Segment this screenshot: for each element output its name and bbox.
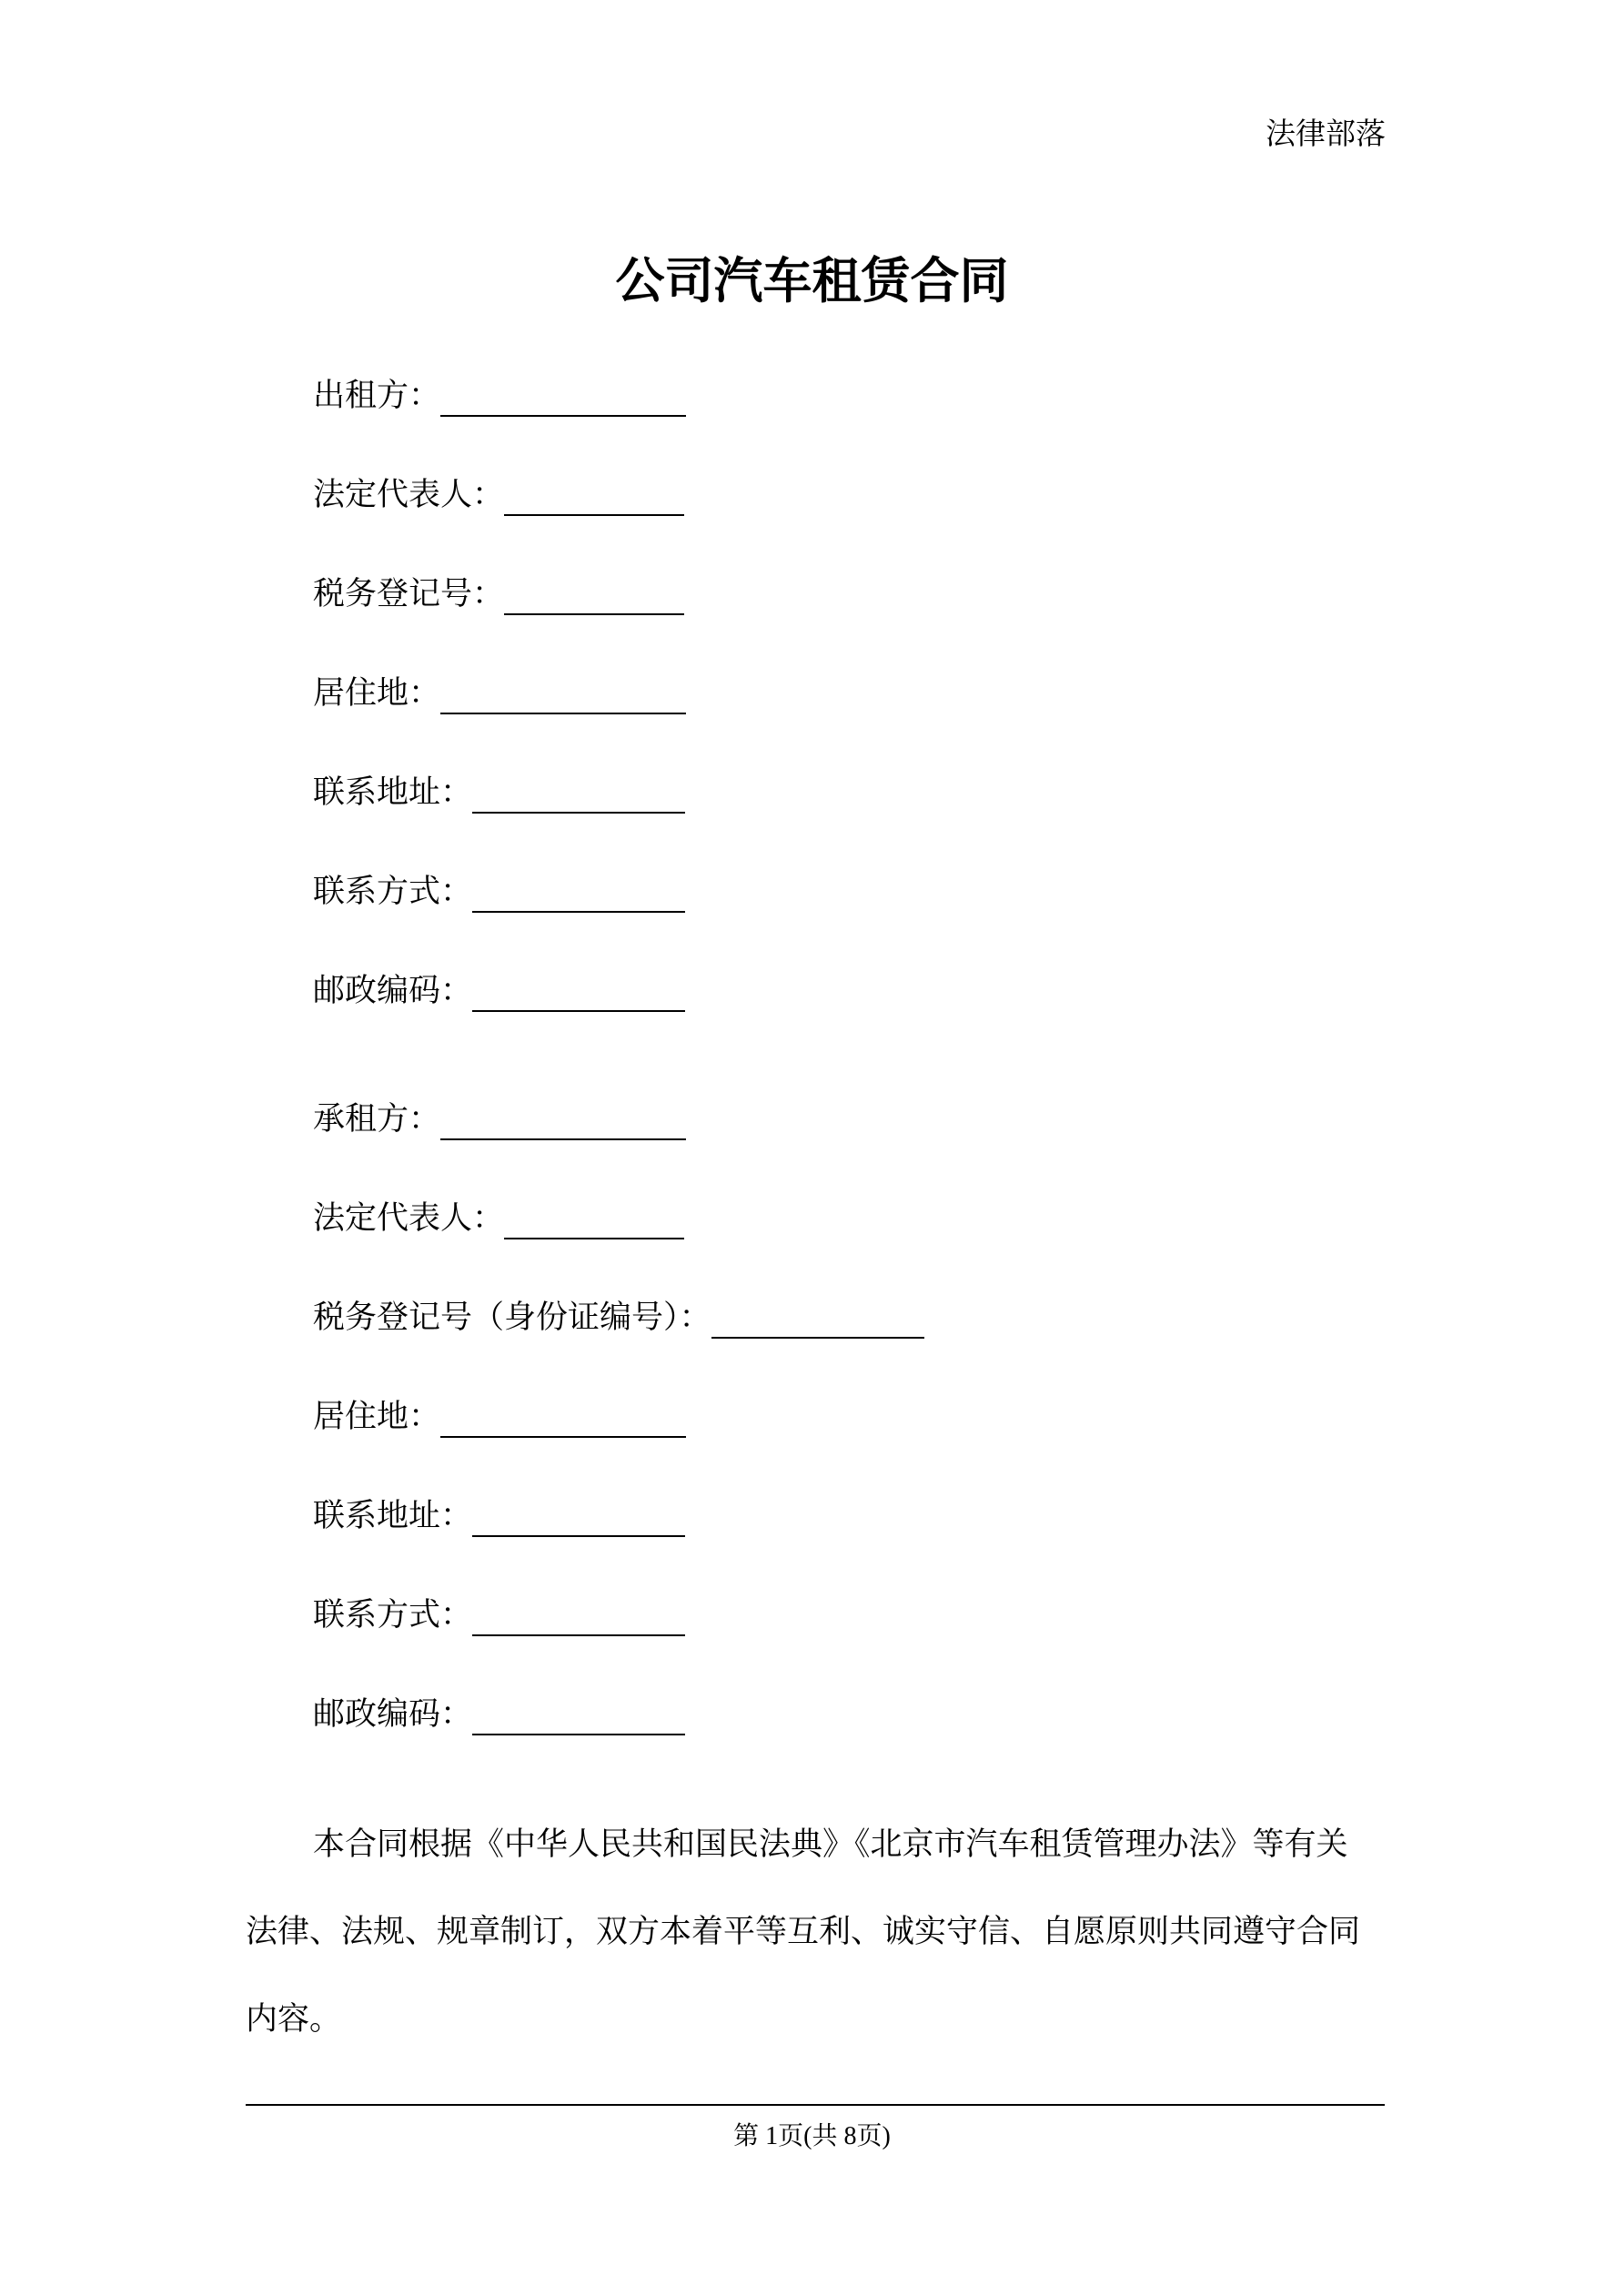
lessor-legal-rep-field [313,472,684,518]
lessor-address-label: 联系地址： [313,774,473,811]
lessee-contact-blank[interactable] [472,1603,685,1636]
lessor-postcode-field [313,968,685,1014]
lessor-party-blank[interactable] [440,384,686,417]
lessor-tax-no-label: 税务登记号： [313,576,505,612]
lessor-residence-blank[interactable] [440,682,686,714]
footer-divider [246,2104,1385,2106]
lessee-legal-rep-field [313,1196,684,1241]
header-brand: 法律部落 [1266,116,1386,151]
lessee-tax-no-field [313,1295,924,1340]
preamble-line-2: 法律、法规、规章制订，双方本着平等互利、诚实守信、自愿原则共同遵守合同 [246,1914,1361,1950]
lessee-residence-field [313,1394,686,1440]
preamble-line-3: 内容。 [246,2001,342,2038]
lessor-postcode-blank[interactable] [472,979,685,1012]
lessor-party-label: 出租方： [313,378,441,414]
lessor-address-blank[interactable] [472,781,685,814]
lessee-address-label: 联系地址： [313,1498,473,1534]
lessee-party-field [313,1097,686,1142]
lessor-legal-rep-label: 法定代表人： [313,477,505,513]
lessor-residence-label: 居住地： [313,675,441,712]
lessee-tax-no-label: 税务登记号（身份证编号）： [313,1300,711,1336]
lessee-legal-rep-blank[interactable] [504,1207,684,1239]
lessor-address-field [313,770,685,815]
lessor-tax-no-field [313,571,684,617]
lessor-legal-rep-blank[interactable] [504,483,684,516]
lessor-contact-label: 联系方式： [313,874,473,910]
document-title: 公司汽车租赁合同 [615,251,1009,309]
lessee-address-field [313,1493,685,1539]
lessee-residence-label: 居住地： [313,1399,441,1435]
lessee-postcode-label: 邮政编码： [313,1696,473,1733]
lessee-contact-field [313,1593,685,1638]
lessor-contact-field [313,869,685,915]
lessee-tax-no-blank[interactable] [711,1306,924,1339]
lessee-party-blank[interactable] [440,1108,686,1140]
page-number: 第 1页(共 8页) [733,2122,891,2150]
lessee-contact-label: 联系方式： [313,1597,473,1633]
lessee-legal-rep-label: 法定代表人： [313,1200,505,1237]
lessee-address-blank[interactable] [472,1504,685,1537]
lessor-tax-no-blank[interactable] [504,582,684,615]
preamble-line-1: 本合同根据《中华人民共和国民法典》《北京市汽车租赁管理办法》等有关 [313,1826,1348,1863]
lessee-postcode-field [313,1692,685,1737]
lessor-residence-field [313,671,686,716]
lessee-residence-blank[interactable] [440,1405,686,1438]
lessee-postcode-blank[interactable] [472,1703,685,1735]
lessor-contact-blank[interactable] [472,880,685,913]
lessor-party-field [313,373,686,419]
lessee-party-label: 承租方： [313,1101,441,1138]
lessor-postcode-label: 邮政编码： [313,973,473,1009]
